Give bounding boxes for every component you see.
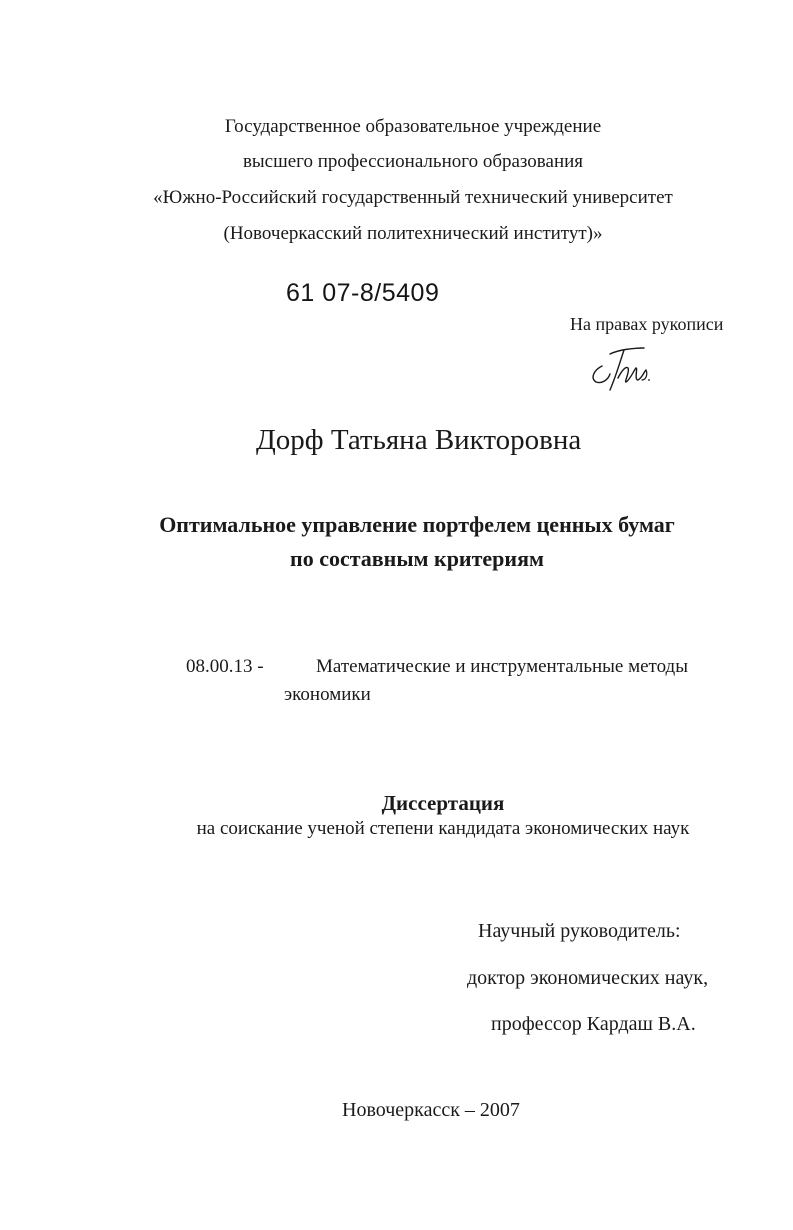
city-year: Новочеркасск – 2007 [342,1099,520,1121]
specialty-name-line-2: экономики [284,684,371,705]
document-type: Диссертация [381,791,505,815]
institution-line-3: «Южно-Российский государственный технический университет [153,187,673,208]
specialty-name-line-1: Математические и инструментальные методы [316,656,688,677]
institution-line-2: высшего профессионального образования [242,151,584,172]
signature-icon [588,344,656,394]
supervisor-name: профессор Кардаш В.А. [491,1013,696,1035]
thesis-title-line-2: по составным критериям [290,546,544,571]
manuscript-rights: На правах рукописи [570,314,724,334]
supervisor-label: Научный руководитель: [478,920,681,942]
registration-number: 61 07-8/5409 [286,279,440,307]
degree-statement: на соискание ученой степени кандидата экономических наук [196,818,690,839]
supervisor-degree: доктор экономических наук, [467,967,709,989]
thesis-title-line-1: Оптимальное управление портфелем ценных бумаг [159,512,675,537]
specialty-code: 08.00.13 - [186,656,264,677]
institution-line-1: Государственное образовательное учреждение [224,116,602,137]
institution-line-4: (Новочеркасский политехнический институт)» [223,223,603,244]
author-name: Дорф Татьяна Викторовна [256,424,582,456]
